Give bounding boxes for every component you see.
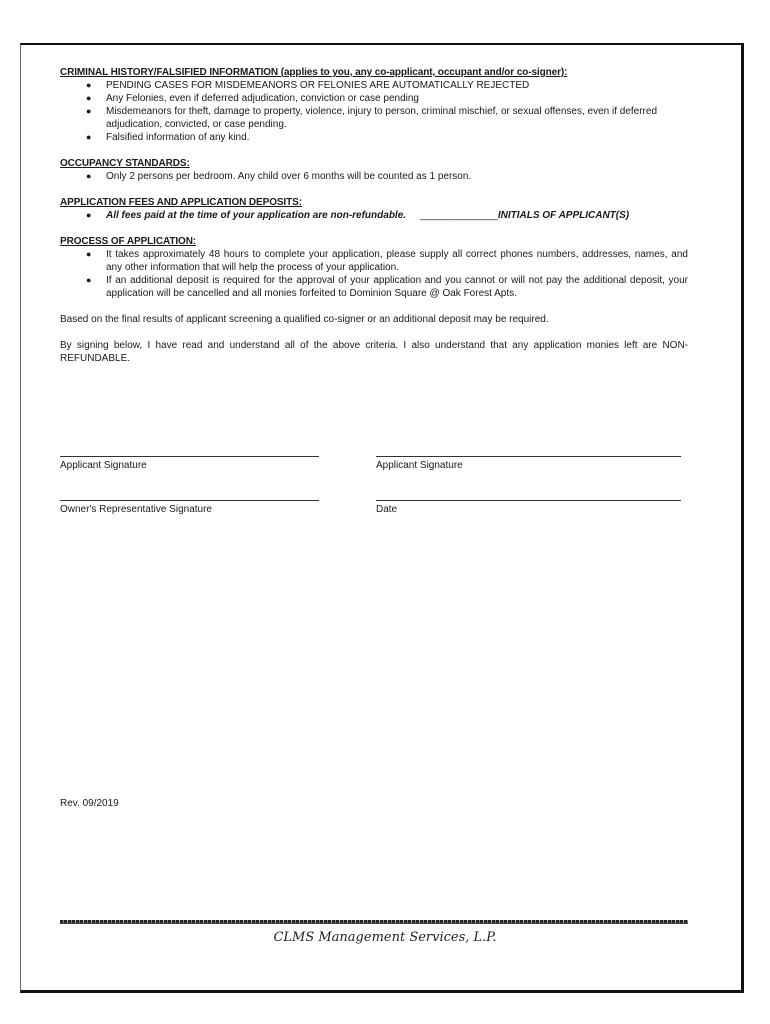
bullet-icon: ●	[86, 132, 92, 142]
criminal-history-section	[60, 66, 688, 144]
occupancy-heading: OCCUPANCY STANDARDS:	[60, 158, 190, 169]
date-label: Date	[376, 504, 398, 515]
bullet-icon: ●	[86, 210, 92, 220]
list-item: ● PENDING CASES FOR MISDEMEANORS OR FELONIES ARE AUTOMATICALLY REJECTED	[86, 80, 530, 91]
list-item: ● Falsified information of any kind.	[86, 132, 250, 143]
fees-section	[60, 196, 688, 222]
initials-field[interactable]: ______________	[419, 210, 498, 221]
document-body	[60, 66, 688, 378]
signature-line	[60, 456, 319, 457]
bullet-icon: ●	[86, 249, 92, 259]
signature-line	[376, 456, 681, 457]
process-section	[60, 235, 688, 300]
signature-line	[376, 500, 681, 501]
agreement-statement: By signing below, I have read and understand all of the above criteria. I also understand that any application monies left are NON-REFUNDABLE.	[60, 340, 688, 364]
footer-company-name: CLMS Management Services, L.P.	[273, 930, 497, 945]
signature-label: Applicant Signature	[376, 460, 463, 471]
owner-representative-signature[interactable]	[60, 500, 319, 515]
list-item: ● Misdemeanors for theft, damage to property, violence, injury to person, criminal mischief, or sexual offenses, even if deferred adjudication, convicted, or case pending.	[86, 106, 658, 130]
signature-label: Owner's Representative Signature	[60, 504, 212, 515]
applicant-signature-1[interactable]	[60, 456, 319, 471]
applicant-signature-2[interactable]	[376, 456, 681, 471]
fees-statement: All fees paid at the time of your application are non-refundable.	[106, 210, 407, 221]
signature-label: Applicant Signature	[60, 460, 147, 471]
footer-divider	[60, 920, 688, 924]
list-item: ● If an additional deposit is required for the approval of your application and you cannot or will not pay the additional deposit, your application will be cancelled and all monies forfeited to Dominion Square @ Oak Forest Apts.	[86, 275, 688, 299]
bullet-icon: ●	[86, 80, 92, 90]
initials-label: INITIALS OF APPLICANT(S)	[497, 210, 630, 221]
fees-heading: APPLICATION FEES AND APPLICATION DEPOSITS:	[60, 197, 302, 208]
bullet-icon: ●	[86, 106, 92, 116]
list-item: ● Only 2 persons per bedroom. Any child over 6 months will be counted as 1 person.	[86, 171, 472, 182]
list-item: ● Any Felonies, even if deferred adjudication, conviction or case pending	[86, 93, 419, 104]
list-item	[86, 209, 688, 222]
date-field[interactable]	[376, 500, 681, 515]
occupancy-section	[60, 157, 688, 183]
list-item: ● It takes approximately 48 hours to complete your application, please supply all correct phones numbers, addresses, names, and any other information that will help the process of your application.	[86, 249, 688, 273]
bullet-icon: ●	[86, 171, 92, 181]
process-heading: PROCESS OF APPLICATION:	[60, 236, 197, 247]
criminal-history-heading: CRIMINAL HISTORY/FALSIFIED INFORMATION (applies to you, any co-applicant, occupant and/or co-signer):	[60, 67, 568, 78]
bullet-icon: ●	[86, 93, 92, 103]
revision-date: Rev. 09/2019	[60, 798, 119, 809]
signature-line	[60, 500, 319, 501]
bullet-icon: ●	[86, 275, 92, 285]
screening-note: Based on the final results of applicant screening a qualified co-signer or an additional deposit may be required.	[60, 314, 549, 325]
signature-block	[60, 456, 688, 526]
